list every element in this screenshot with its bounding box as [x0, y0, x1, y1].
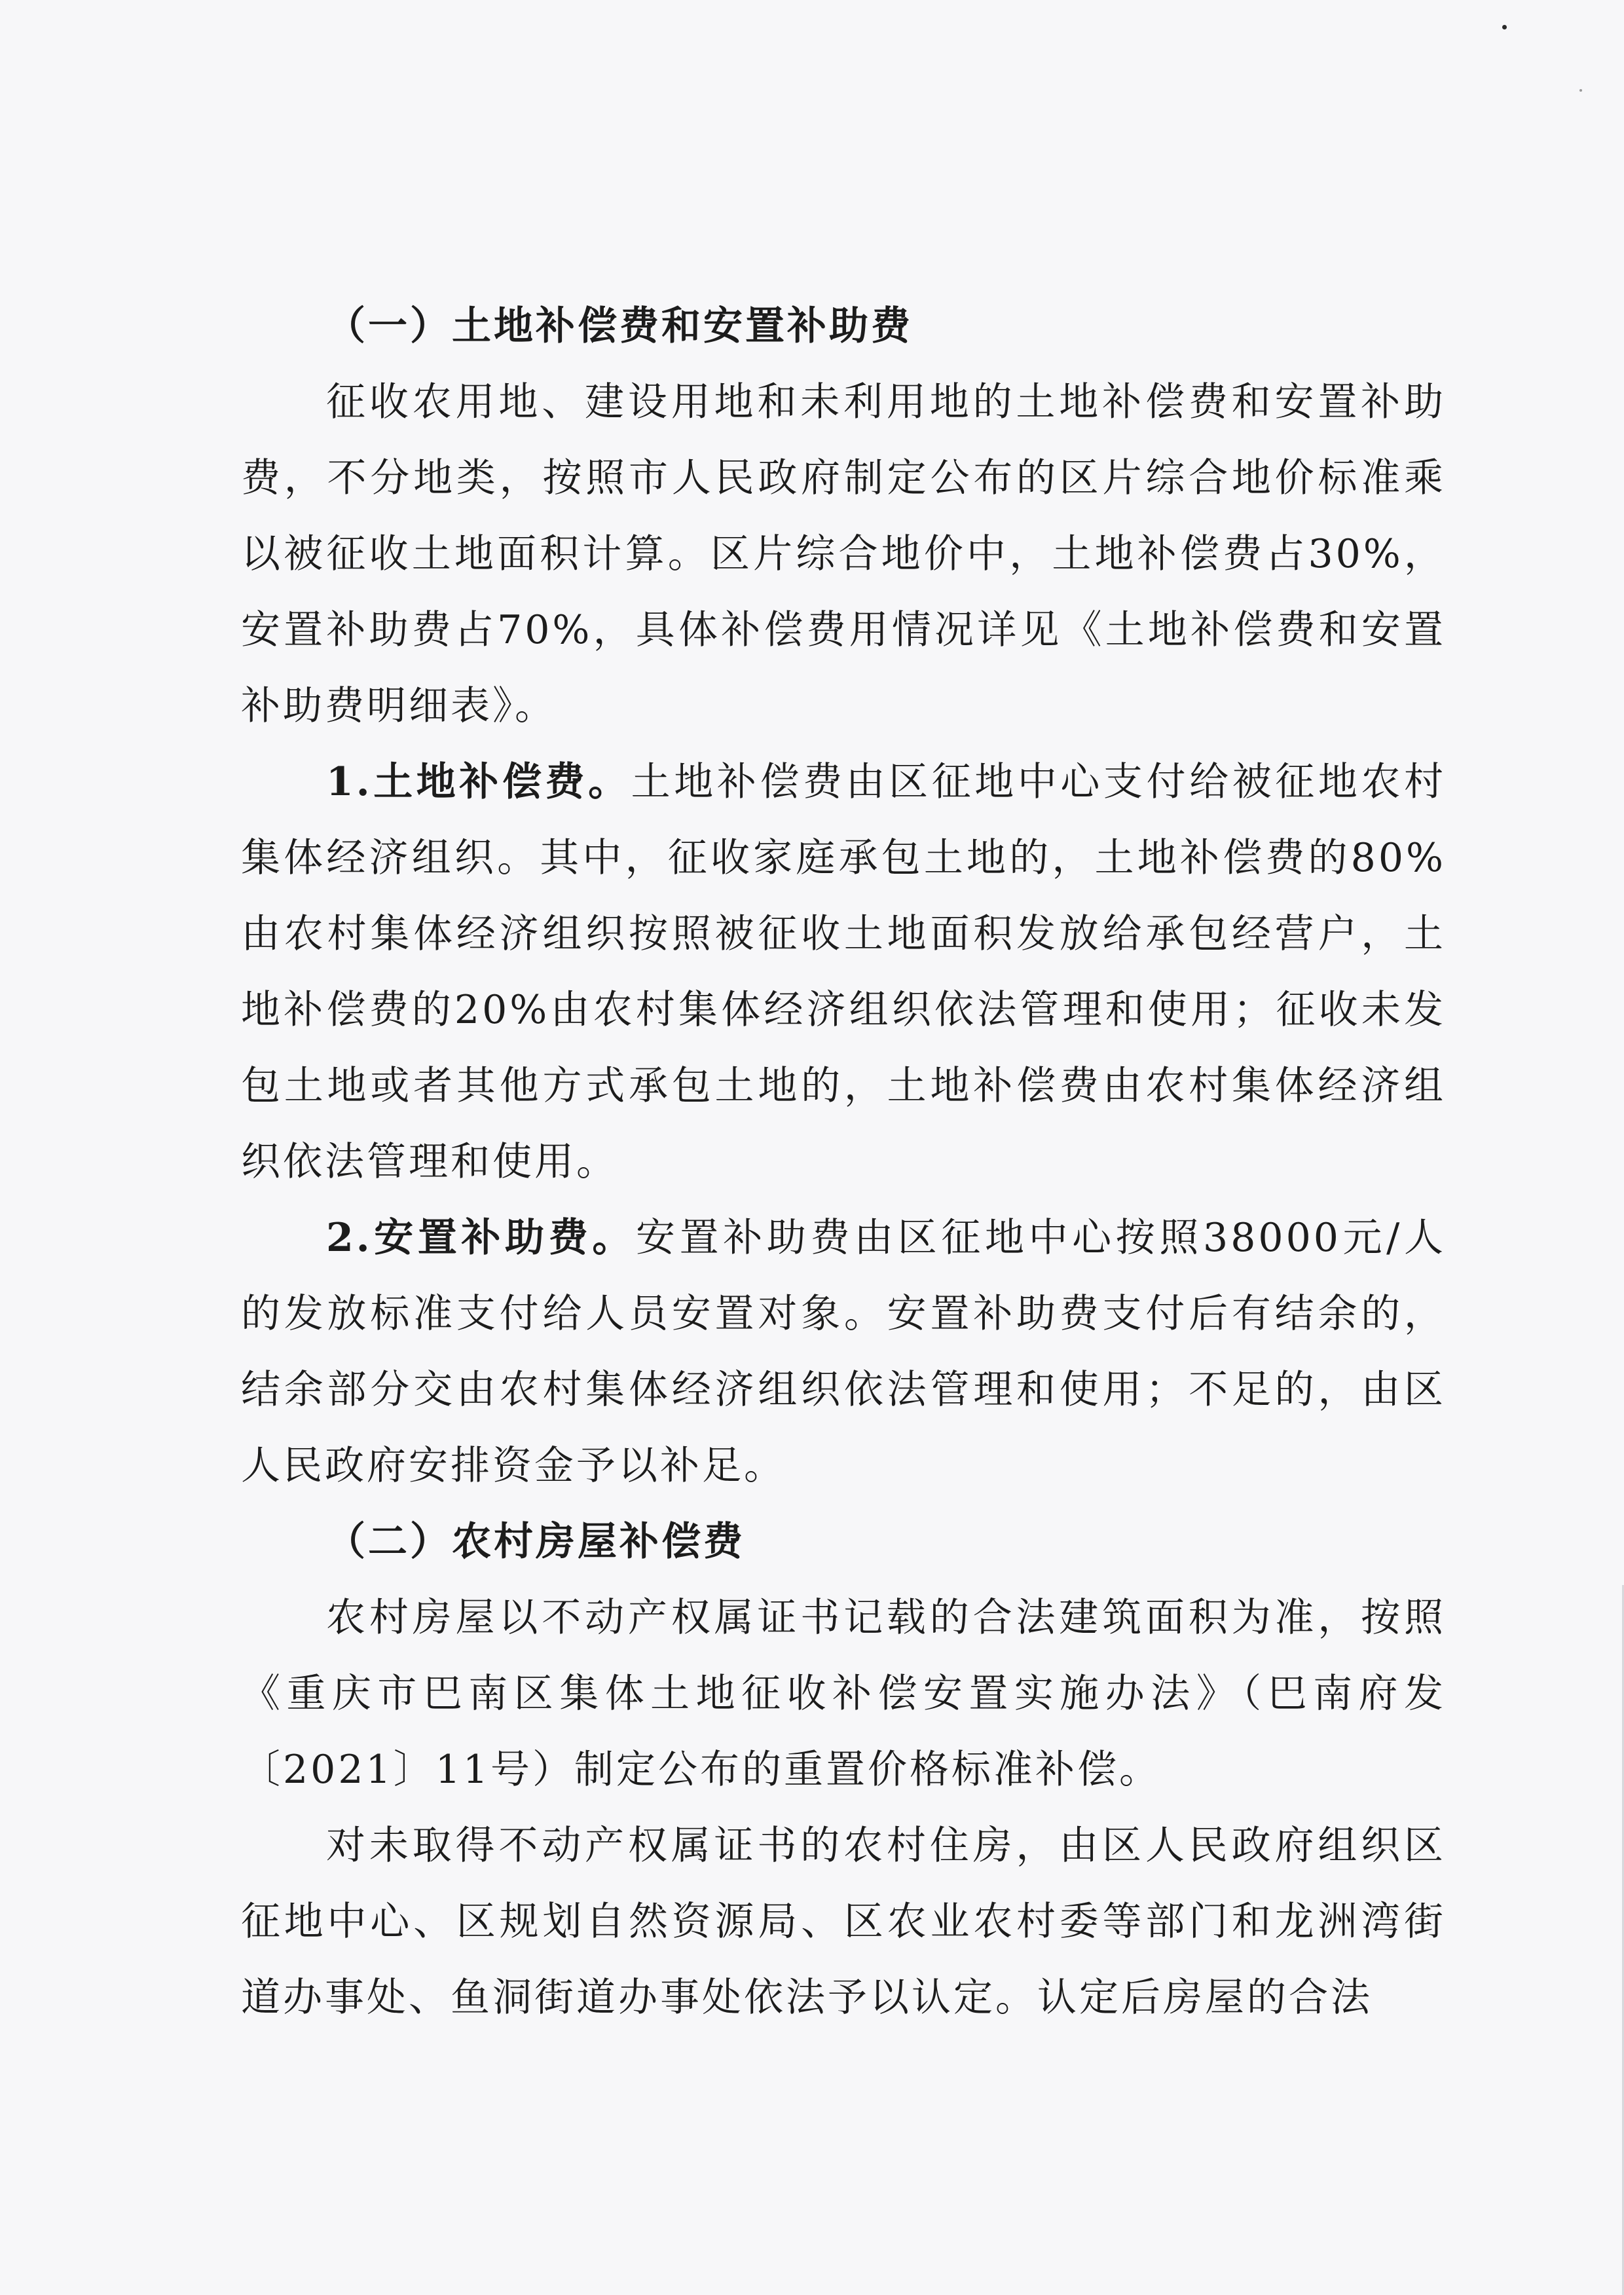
scan-speck: [1502, 25, 1507, 29]
paragraph-rural-housing-standard: 农村房屋以不动产权属证书记载的合法建筑面积为准，按照《重庆市巴南区集体土地征收补偿安置实施办法》（巴南府发〔2021〕11号）制定公布的重置价格标准补偿。: [241, 1595, 1446, 1793]
paragraph-unregistered-housing: 对未取得不动产权属证书的农村住房，由区人民政府组织区征地中心、区规划自然资源局、区农业农村委等部门和龙洲湾街道办事处、鱼洞街道办事处依法予以认定。认定后房屋的合法: [241, 1823, 1446, 2021]
paragraph-resettlement-subsidy: [241, 1200, 1446, 1504]
item-text-resettlement-subsidy: 安置补助费由区征地中心按照38000元/人的发放标准支付给人员安置对象。安置补助费支付后有结余的，结余部分交由农村集体经济组织依法管理和使用；不足的，由区人民政府安排资金予以补足。: [241, 1215, 1446, 1489]
item-lead-resettlement-subsidy: 2.安置补助费。: [326, 1215, 636, 1261]
scan-speck: [1579, 89, 1582, 92]
section-heading-land-compensation: （一）土地补偿费和安置补助费: [326, 303, 913, 349]
item-text-land-compensation: 土地补偿费由区征地中心支付给被征地农村集体经济组织。其中，征收家庭承包土地的，土地补偿费的80%由农村集体经济组织按照被征收土地面积发放给承包经营户，土地补偿费的20%由农村集体经济组织依法管理和使用；征收未发包土地或者其他方式承包土地的，土地补偿费由农村集体经济组织依法管理和使用。: [241, 759, 1447, 1185]
paragraph-land-compensation-overview: 征收农用地、建设用地和未利用地的土地补偿费和安置补助费，不分地类，按照市人民政府制定公布的区片综合地价标准乘以被征收土地面积计算。区片综合地价中，土地补偿费占30%，安置补助费占70%，具体补偿费用情况详见《土地补偿费和安置补助费明细表》。: [241, 379, 1446, 729]
document-body: [241, 288, 1446, 2036]
item-lead-land-compensation: 1.土地补偿费。: [326, 759, 631, 805]
paragraph-land-compensation-fee: [241, 744, 1446, 1200]
section-heading-rural-housing: （二）农村房屋补偿费: [326, 1519, 745, 1565]
